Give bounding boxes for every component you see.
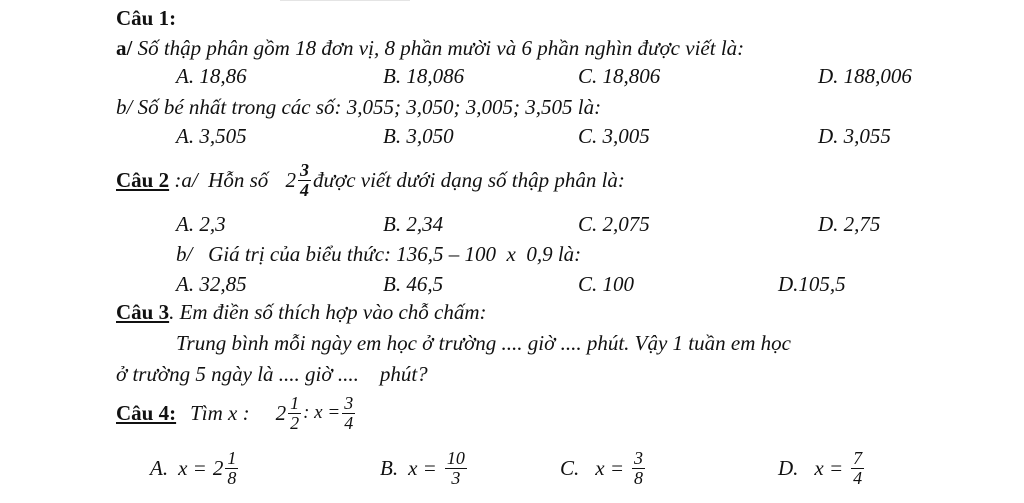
q4-heading: Câu 4:	[116, 401, 177, 425]
q2a-option-a: A. 2,3	[176, 212, 226, 236]
q4-option-c-label: C.	[560, 456, 580, 480]
q1b-text: b/ Số bé nhất trong các số: 3,055; 3,050; 3,005; 3,505 là:	[116, 95, 602, 119]
q1a-text: Số thập phân gồm 18 đơn vị, 8 phần mười và 6 phần nghìn được viết là:	[137, 36, 745, 60]
q2a-line	[116, 158, 625, 202]
q2a-mixed-denominator: 4	[300, 179, 310, 200]
q1b-option-a: A. 3,505	[176, 124, 247, 148]
q3-heading: Câu 3	[116, 300, 170, 324]
q4-option-b-lhs: x =	[408, 456, 437, 480]
q4-option-a-num: 1	[227, 447, 237, 468]
q4-option-a	[150, 444, 240, 492]
q2b-text: b/ Giá trị của biểu thức: 136,5 – 100 x 0,9 là:	[176, 242, 582, 266]
q2a-mixed-whole: 2	[285, 168, 297, 192]
q2b-option-a: A. 32,85	[176, 272, 247, 296]
q2a-mixed-fraction	[298, 161, 311, 200]
q1b-option-d: D. 3,055	[818, 124, 891, 148]
q4-eq-num2: 3	[344, 392, 354, 413]
q4-option-b-num: 10	[446, 447, 465, 468]
q4-eq-fraction-left	[288, 394, 301, 433]
q4-eq-fraction-right	[342, 394, 355, 433]
q4-option-a-fraction	[225, 449, 238, 488]
q2a-mixed-numerator: 3	[300, 159, 310, 180]
q4-option-d-label: D.	[778, 456, 799, 480]
q4-option-a-label: A.	[150, 456, 169, 480]
q4-equation	[276, 394, 358, 433]
q4-option-c-lhs: x =	[595, 456, 625, 480]
q2a-suffix: được viết dưới dạng số thập phân là:	[313, 168, 625, 192]
q2-heading: Câu 2	[116, 168, 170, 192]
q1b-option-c: C. 3,005	[578, 124, 650, 148]
q4-eq-num1: 1	[290, 392, 300, 413]
q4-option-c-den: 8	[634, 467, 644, 488]
q4-option-d-den: 4	[853, 467, 863, 488]
q4-option-d-fraction	[851, 449, 864, 488]
q3-heading-line	[116, 300, 487, 324]
q4-option-d-lhs: x =	[814, 456, 844, 480]
q4-option-d	[778, 444, 866, 492]
q4-eq-den1: 2	[290, 412, 300, 433]
q1a-label: a/	[116, 36, 133, 60]
q4-option-a-den: 8	[227, 467, 237, 488]
q1a-option-a: A. 18,86	[176, 64, 247, 88]
q1a-option-b: B. 18,086	[383, 64, 465, 88]
q4-option-b-label: B.	[380, 456, 399, 480]
q4-line	[116, 388, 357, 438]
q3-heading-text: . Em điền số thích hợp vào chỗ chấm:	[169, 300, 487, 324]
q2b-option-d: D.105,5	[778, 272, 846, 296]
q4-option-b	[380, 444, 469, 492]
q4-eq-den2: 4	[344, 412, 354, 433]
q4-option-a-whole: 2	[212, 456, 224, 480]
q2b-option-b: B. 46,5	[383, 272, 444, 296]
q1-heading: Câu 1:	[116, 6, 177, 30]
q4-option-b-den: 3	[451, 467, 461, 488]
q4-option-c-num: 3	[634, 447, 644, 468]
q4-option-c	[560, 444, 647, 492]
q2a-prefix: :a/ Hỗn số	[169, 168, 274, 192]
q1a-option-c: C. 18,806	[578, 64, 661, 88]
q4-eq-whole: 2	[275, 401, 287, 425]
q2a-option-b: B. 2,34	[383, 212, 444, 236]
q2a-option-d: D. 2,75	[818, 212, 881, 236]
q4-option-c-fraction	[632, 449, 645, 488]
q4-eq-mid: : x =	[303, 402, 341, 423]
q4-option-b-fraction	[445, 449, 467, 488]
q1a-line	[116, 36, 744, 60]
q4-prompt: Tìm x :	[190, 401, 250, 425]
top-edge-marks	[280, 0, 410, 5]
q4-option-d-num: 7	[853, 447, 863, 468]
q2b-option-c: C. 100	[578, 272, 635, 296]
q1b-option-b: B. 3,050	[383, 124, 454, 148]
q4-option-a-lhs: x =	[178, 456, 207, 480]
q2a-option-c: C. 2,075	[578, 212, 650, 236]
q2a-mixed-number	[286, 161, 314, 200]
q3-line2: ở trường 5 ngày là .... giờ .... phút?	[116, 362, 428, 386]
q3-line1: Trung bình mỗi ngày em học ở trường .... giờ .... phút. Vậy 1 tuần em học	[176, 331, 791, 355]
q1a-option-d: D. 188,006	[818, 64, 912, 88]
